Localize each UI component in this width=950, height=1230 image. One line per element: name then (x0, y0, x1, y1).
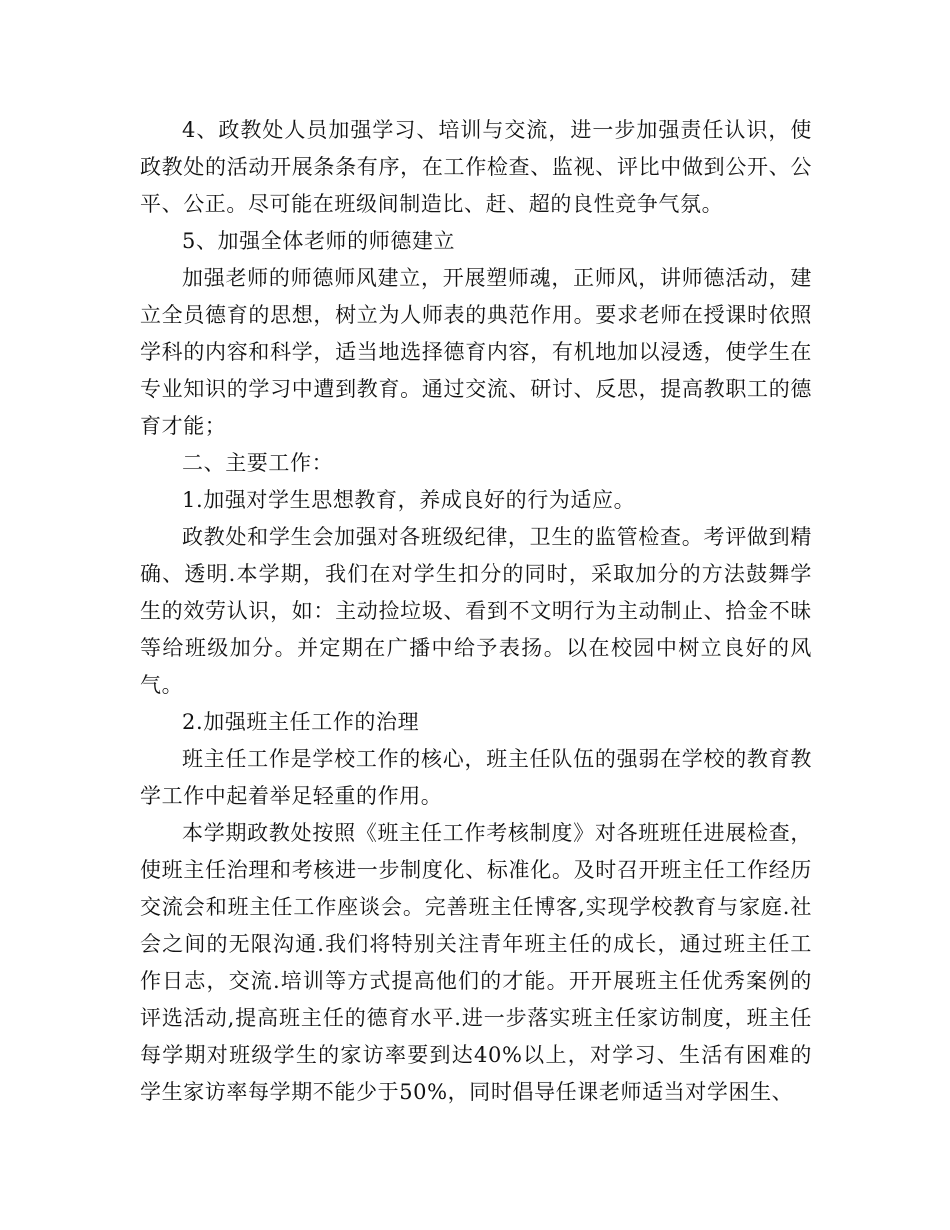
paragraph-student-discipline: 政教处和学生会加强对各班级纪律，卫生的监管检查。考评做到精确、透明.本学期，我们在对学生扣分的同时，采取加分的方法鼓舞学生的效劳认识，如：主动捡垃圾、看到不文明行为主动制止、拾金不昧等给班级加分。并定期在广播中给予表扬。以在校园中树立良好的风气。 (140, 525, 812, 697)
section-heading-main-work: 二、主要工作： (182, 451, 334, 475)
paragraph-item-4-staff-training: 4、政教处人员加强学习、培训与交流，进一步加强责任认识，使政教处的活动开展条条有序，在工作检查、监视、评比中做到公开、公平、公正。尽可能在班级间制造比、赶、超的良性竞争气氛。 (140, 118, 812, 216)
subheading-student-education: 1.加强对学生思想教育，养成良好的行为适应。 (182, 488, 636, 512)
paragraph-class-teacher-assessment: 本学期政教处按照《班主任工作考核制度》对各班班任进展检查，使班主任治理和考核进一步制度化、标准化。及时召开班主任工作经历交流会和班主任工作座谈会。完善班主任博客,实现学校教育与家庭.社会之间的无限沟通.我们将特别关注青年班主任的成长，通过班主任工作日志，交流.培训等方式提高他们的才能。开开展班主任优秀案例的评选活动,提高班主任的德育水平.进一步落实班主任家访制度，班主任每学期对班级学生的家访率要到达40%以上，对学习、生活有困难的学生家访率每学期不能少于50%，同时倡导任课老师适当对学困生、 (140, 821, 812, 1104)
document-body (140, 112, 812, 1111)
paragraph-teacher-ethics: 加强老师的师德师风建立，开展塑师魂，正师风，讲师德活动，建立全员德育的思想，树立为人师表的典范作用。要求老师在授课时依照学科的内容和科学，适当地选择德育内容，有机地加以浸透，使学生在专业知识的学习中遭到教育。通过交流、研讨、反思，提高教职工的德育才能； (140, 266, 812, 438)
subheading-class-teacher-management: 2.加强班主任工作的治理 (182, 710, 420, 734)
paragraph-item-5-heading: 5、加强全体老师的师德建立 (182, 229, 456, 253)
paragraph-class-teacher-role: 班主任工作是学校工作的核心，班主任队伍的强弱在学校的教育教学工作中起着举足轻重的作用。 (140, 747, 812, 808)
